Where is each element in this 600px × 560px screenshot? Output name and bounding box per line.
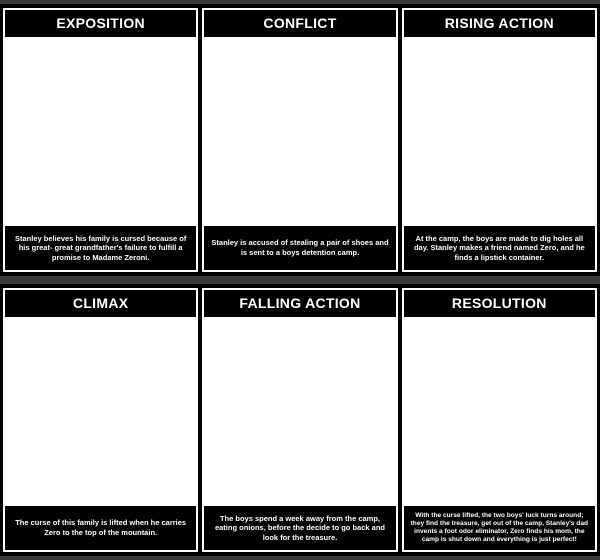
cell-caption: The curse of this family is lifted when he carries Zero to the top of the mountain. <box>5 506 196 550</box>
storyboard-cell-exposition[interactable] <box>3 8 198 272</box>
cell-title: RESOLUTION <box>404 290 595 319</box>
storyboard-row <box>0 284 600 556</box>
cell-canvas[interactable] <box>404 319 595 506</box>
cell-caption: Stanley is accused of stealing a pair of shoes and is sent to a boys detention camp. <box>204 226 395 270</box>
cell-canvas[interactable] <box>404 39 595 226</box>
cell-canvas[interactable] <box>5 319 196 506</box>
cell-title: CLIMAX <box>5 290 196 319</box>
cell-title: RISING ACTION <box>404 10 595 39</box>
cell-caption: With the curse lifted, the two boys' luck turns around; they find the treasure, get out of the camp, Stanley's dad invents a foot odor eliminator, Zero finds his mom, the camp is shut down and everything is just perfect! <box>404 506 595 550</box>
cell-canvas[interactable] <box>5 39 196 226</box>
storyboard-cell-falling-action[interactable] <box>202 288 397 552</box>
cell-caption: Stanley believes his family is cursed because of his great- great grandfather's failure to fulfill a promise to Madame Zeroni. <box>5 226 196 270</box>
storyboard-cell-rising-action[interactable] <box>402 8 597 272</box>
storyboard-cell-conflict[interactable] <box>202 8 397 272</box>
cell-caption: At the camp, the boys are made to dig holes all day. Stanley makes a friend named Zero, and he finds a lipstick container. <box>404 226 595 270</box>
cell-title: EXPOSITION <box>5 10 196 39</box>
cell-canvas[interactable] <box>204 39 395 226</box>
cell-title: CONFLICT <box>204 10 395 39</box>
cell-canvas[interactable] <box>204 319 395 506</box>
cell-caption: The boys spend a week away from the camp, eating onions, before the decide to go back and look for the treasure. <box>204 506 395 550</box>
storyboard-cell-resolution[interactable] <box>402 288 597 552</box>
cell-title: FALLING ACTION <box>204 290 395 319</box>
storyboard-cell-climax[interactable] <box>3 288 198 552</box>
storyboard-row <box>0 4 600 276</box>
